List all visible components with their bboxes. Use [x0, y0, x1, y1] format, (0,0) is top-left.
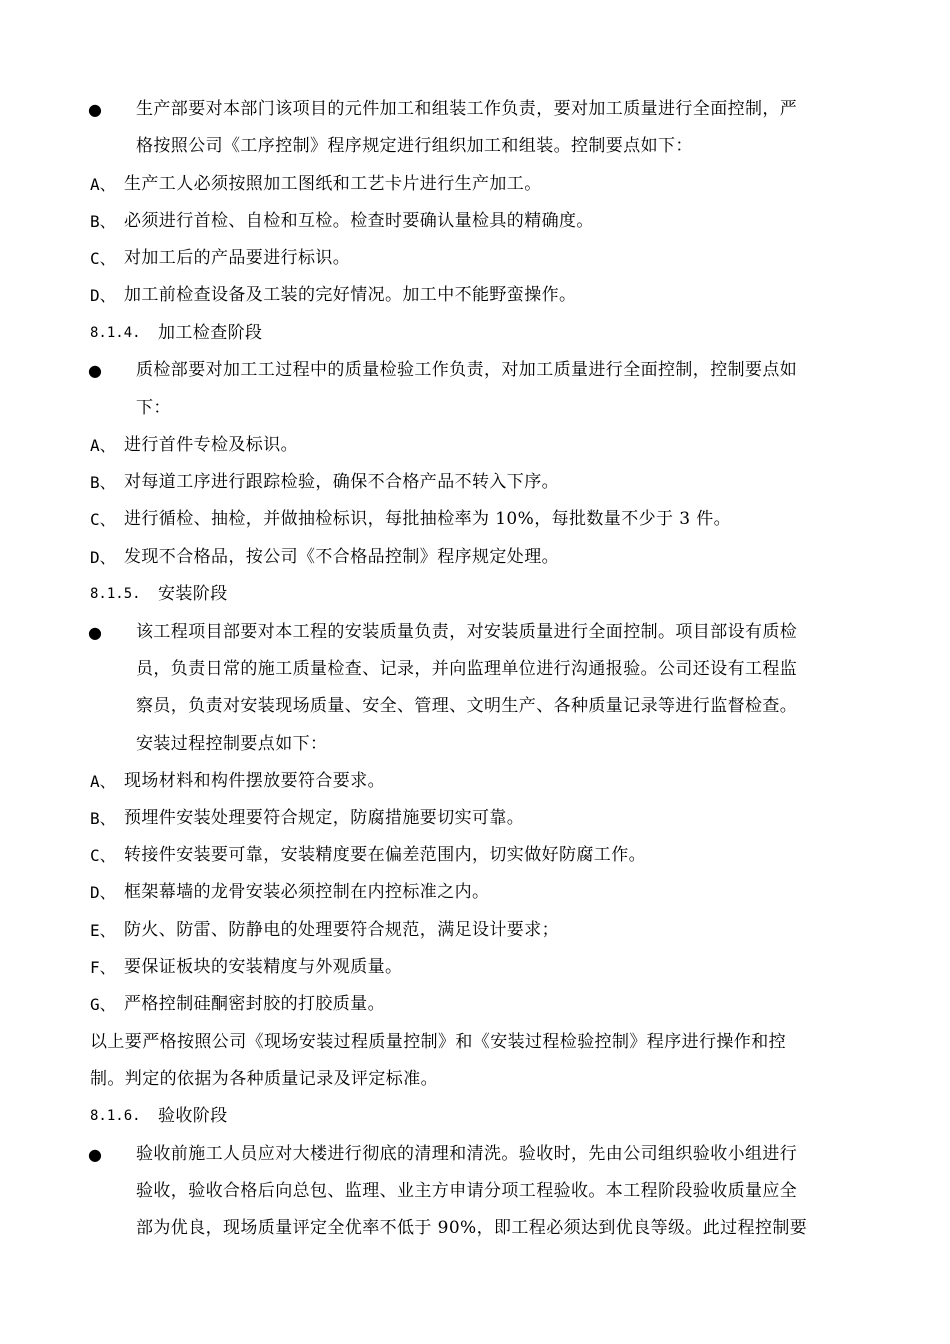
- section-title: 安装阶段: [158, 584, 228, 604]
- list-item-letter: E、: [90, 921, 116, 940]
- list-item-text: 框架幕墙的龙骨安装必须控制在内控标准之内。: [124, 882, 490, 902]
- list-item-text: 防火、防雷、防静电的处理要符合规范，满足设计要求；: [124, 920, 559, 940]
- installation-bullet-line-2: [0, 651, 950, 688]
- installation-bullet-line-3: [0, 688, 950, 725]
- acceptance-bullet-line-2: [0, 1173, 950, 1210]
- list-item-letter: B、: [90, 473, 116, 492]
- list-item-text: 现场材料和构件摆放要符合要求。: [124, 771, 385, 791]
- paragraph-text: 验收，验收合格后向总包、监理、业主方申请分项工程验收。本工程阶段验收质量应全: [136, 1181, 798, 1201]
- acceptance-bullet-line-3: [0, 1210, 950, 1247]
- list-item: [0, 949, 950, 986]
- list-item-text: 生产工人必须按照加工图纸和工艺卡片进行生产加工。: [124, 174, 542, 194]
- paragraph-text: 该工程项目部要对本工程的安装质量负责，对安装质量进行全面控制。项目部设有质检: [136, 622, 798, 642]
- list-item-letter: D、: [90, 548, 116, 567]
- list-item-text: 必须进行首检、自检和互检。检查时要确认量检具的精确度。: [124, 211, 594, 231]
- bullet-icon: ●: [88, 623, 102, 642]
- paragraph-text: 员，负责日常的施工质量检查、记录，并向监理单位进行沟通报验。公司还设有工程监: [136, 659, 798, 679]
- paragraph-text: 格按照公司《工序控制》程序规定进行组织加工和组装。控制要点如下：: [136, 136, 693, 156]
- list-item-text: 进行首件专检及标识。: [124, 435, 298, 455]
- list-item-text: 对加工后的产品要进行标识。: [124, 248, 351, 268]
- paragraph-text: 下：: [136, 398, 171, 418]
- installation-closing-line-1: [0, 1024, 950, 1061]
- list-item-letter: D、: [90, 286, 116, 305]
- list-item: [0, 539, 950, 576]
- list-item: [0, 464, 950, 501]
- section-heading-inspection: [0, 315, 950, 352]
- list-item-text: 加工前检查设备及工装的完好情况。加工中不能野蛮操作。: [124, 285, 577, 305]
- bullet-icon: ●: [88, 361, 102, 380]
- section-number: 8.1.5.: [90, 586, 141, 602]
- list-item: [0, 203, 950, 240]
- list-item-letter: A、: [90, 175, 116, 194]
- section-title: 验收阶段: [158, 1106, 228, 1126]
- paragraph-text: 部为优良，现场质量评定全优率不低于 90%，即工程必须达到优良等级。此过程控制要: [136, 1218, 808, 1238]
- paragraph-text: 验收前施工人员应对大楼进行彻底的清理和清洗。验收时，先由公司组织验收小组进行: [136, 1144, 798, 1164]
- production-bullet-line-2: [0, 128, 950, 165]
- list-item-letter: A、: [90, 772, 116, 791]
- list-item: [0, 837, 950, 874]
- paragraph-text: 制。判定的依据为各种质量记录及评定标准。: [90, 1069, 438, 1089]
- inspection-bullet-line-2: [0, 390, 950, 427]
- list-item: [0, 427, 950, 464]
- bullet-icon: ●: [88, 100, 102, 119]
- list-item-letter: C、: [90, 846, 116, 865]
- section-number: 8.1.4.: [90, 325, 141, 341]
- list-item-text: 要保证板块的安装精度与外观质量。: [124, 957, 403, 977]
- list-item: [0, 166, 950, 203]
- installation-closing-line-2: [0, 1061, 950, 1098]
- list-item-text: 转接件安装要可靠，安装精度要在偏差范围内，切实做好防腐工作。: [124, 845, 646, 865]
- list-item-letter: B、: [90, 212, 116, 231]
- installation-bullet-line-4: [0, 726, 950, 763]
- list-item-text: 发现不合格品，按公司《不合格品控制》程序规定处理。: [124, 547, 559, 567]
- list-item-letter: A、: [90, 436, 116, 455]
- list-item-letter: C、: [90, 249, 116, 268]
- section-title: 加工检查阶段: [158, 323, 263, 343]
- paragraph-text: 安装过程控制要点如下：: [136, 734, 328, 754]
- list-item: [0, 874, 950, 911]
- paragraph-text: 生产部要对本部门该项目的元件加工和组装工作负责，要对加工质量进行全面控制，严: [136, 99, 798, 119]
- list-item: [0, 986, 950, 1023]
- list-item: [0, 800, 950, 837]
- list-item-letter: F、: [90, 958, 116, 977]
- paragraph-text: 察员，负责对安装现场质量、安全、管理、文明生产、各种质量记录等进行监督检查。: [136, 696, 798, 716]
- paragraph-text: 以上要严格按照公司《现场安装过程质量控制》和《安装过程检验控制》程序进行操作和控: [90, 1032, 786, 1052]
- section-heading-installation: [0, 576, 950, 613]
- list-item-letter: B、: [90, 809, 116, 828]
- list-item: [0, 240, 950, 277]
- section-heading-acceptance: [0, 1098, 950, 1135]
- list-item: [0, 277, 950, 314]
- bullet-icon: ●: [88, 1145, 102, 1164]
- section-number: 8.1.6.: [90, 1108, 141, 1124]
- inspection-bullet-line-1: [0, 352, 950, 389]
- installation-bullet-line-1: [0, 614, 950, 651]
- list-item-text: 对每道工序进行跟踪检验，确保不合格产品不转入下序。: [124, 472, 559, 492]
- list-item-text: 严格控制硅酮密封胶的打胶质量。: [124, 994, 385, 1014]
- list-item-letter: C、: [90, 510, 116, 529]
- paragraph-text: 质检部要对加工工过程中的质量检验工作负责，对加工质量进行全面控制，控制要点如: [136, 360, 798, 380]
- production-bullet-line-1: [0, 91, 950, 128]
- acceptance-bullet-line-1: [0, 1136, 950, 1173]
- list-item-letter: G、: [90, 995, 116, 1014]
- list-item-letter: D、: [90, 883, 116, 902]
- list-item: [0, 763, 950, 800]
- list-item-text: 预埋件安装处理要符合规定，防腐措施要切实可靠。: [124, 808, 525, 828]
- list-item: [0, 912, 950, 949]
- list-item-text: 进行循检、抽检，并做抽检标识，每批抽检率为 10%，每批数量不少于 3 件。: [124, 509, 732, 529]
- list-item: [0, 501, 950, 538]
